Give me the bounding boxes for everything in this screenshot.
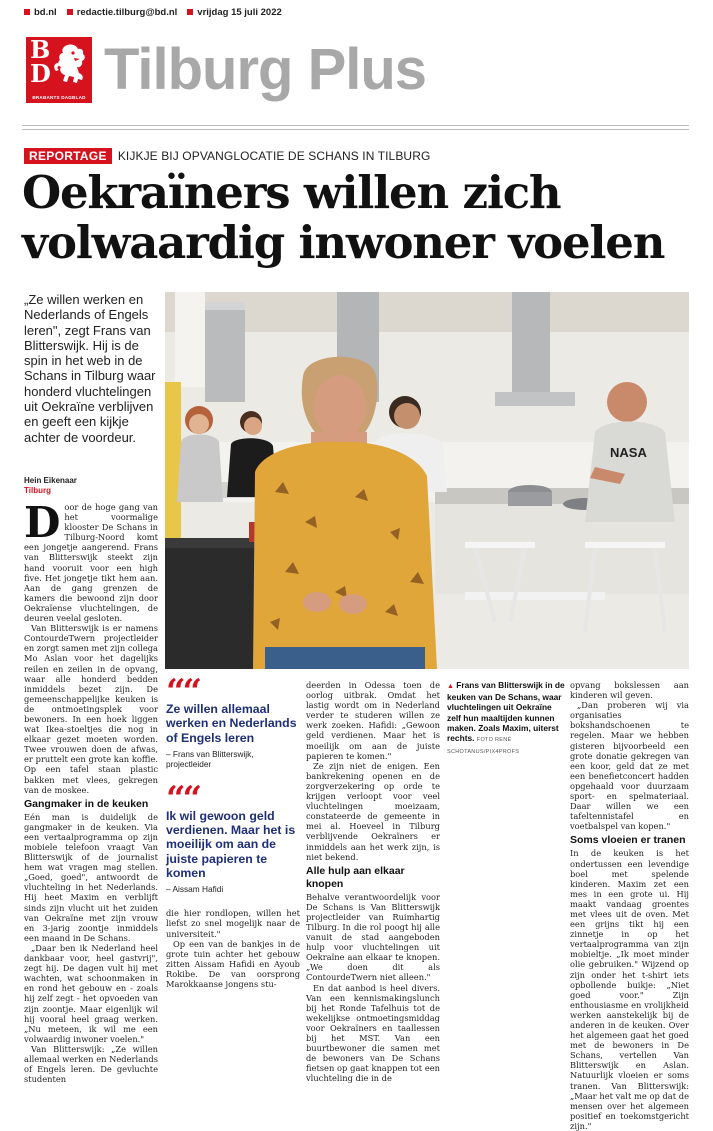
body-paragraph: Behalve verantwoordelijk voor De Schans is Van Blitterswijk projectleider van Ruimhartig Tilburg. In die rol poogt hij alle vanuit de stad aangeboden hulp voor vluchtelingen uit Oekraïne aan elkaar te knopen. „We doen dit als ContourdeTwern niet alleen." — [306, 891, 440, 983]
drop-cap: D — [24, 498, 61, 547]
body-paragraph: die hier rondlopen, willen het liefst zo snel mogelijk naar de universiteit." — [166, 908, 300, 939]
bullet-square-icon — [24, 9, 30, 15]
body-paragraph: In de keuken is het ondertussen een levendige boel met spelende kinderen. Maxim zet een mes in een grote ui. Hij maakt vandaag groentes met vlees uit de oven. Met een grijns tikt hij een zinnetje in op het vertaalprogramma van zijn mobieltje. „Ik moet minder olie gebruiken." Wijzend op zijn onder het t-shirt iets opbollende buikje: „Niet goed voor." Zijn enthousiasme en vrolijkheid werken aanstekelijk bij de anderen in de keuken. Over het algemeen gaat het goed met de bewoners in De Schans, vertellen Van Blitterswijk en Aslan. Natuurlijk vloeien er soms tranen. Van Blitterswijk: „Maar het valt me op dat de mensen over het algemeen positief en toekomstgericht zijn." — [570, 848, 689, 1131]
kicker-text: KIJKJE BIJ OPVANGLOCATIE DE SCHANS IN TILBURG — [117, 149, 431, 163]
caption-text: Frans van Blitterswijk in de keuken van De Schans, waar vluchtelingen uit Oekraïne zelf hun maaltijden kunnen maken. Zoals Maxim, uiterst rechts. — [447, 680, 565, 744]
body-paragraph: Van Blitterswijk: „Ze willen allemaal werken en Nederlands of Engels leren. De gevluchte studenten — [24, 1043, 158, 1085]
pull-quote — [166, 778, 300, 895]
pull-quote — [166, 672, 300, 769]
body-paragraph: Ze zijn niet de enigen. Een bankrekening openen en de zorgverzekering op orde te krijgen verloopt voor veel vluchtelingen moeizaam, constateerde de gemeente in mei al. Hoeveel in Tilburg verblijvende Oekraïners er inmiddels aan het werk zijn, is niet bekend. — [306, 760, 440, 862]
masthead-divider — [22, 129, 689, 130]
quote-mark-icon: ““ — [166, 672, 200, 712]
article-column-1 — [24, 476, 158, 1084]
headline-line: volwaardig inwoner voelen — [22, 216, 665, 269]
quote-mark-icon: ““ — [166, 778, 200, 819]
caption-triangle-icon: ▲ — [447, 683, 454, 690]
article-photo — [165, 292, 689, 669]
author-byline: Hein Eikenaar — [24, 476, 77, 485]
site-link[interactable]: bd.nl — [34, 6, 57, 18]
bullet-square-icon — [67, 9, 73, 15]
logo-subtitle: BRABANTS DAGBLAD — [32, 95, 86, 100]
photo-caption — [447, 680, 565, 757]
top-info-bar — [24, 5, 282, 19]
section-title: Tilburg Plus — [104, 37, 427, 102]
subheading: Soms vloeien er tranen — [570, 834, 686, 847]
article-column-2 — [166, 672, 300, 990]
byline-place: Tilburg — [24, 486, 51, 495]
article-kicker — [24, 148, 430, 164]
article-column-4 — [447, 680, 565, 760]
brabants-dagblad-logo[interactable] — [26, 37, 92, 103]
article-intro: „Ze willen werken en Nederlands of Engels leren", zegt Frans van Blitterswijk. Hij is de spin in het web in de Schans in Tilburg waar honderd vluchtelingen uit Oekraïne verblijven en geeft een kijkje achter de voordeur. — [24, 292, 156, 445]
date-item — [187, 7, 282, 18]
article-column-3 — [306, 680, 440, 1083]
body-paragraph: „Dan proberen wij via organisaties bokshandschoenen te regelen. Maar we hebben gisteren bijvoorbeeld een grote donatie gekregen van een koor, geld dat ze met een benefietconcert hadden opgehaald voor duurzaam sport- en spelmateriaal. Daar willen we een tafeltennistafel en voetbalspel van kopen." — [570, 700, 689, 832]
subheading: Alle hulp aan elkaar knopen — [306, 864, 405, 890]
body-paragraph: oor de hoge gang van het voormalige klooster De Schans in Tilburg-Noord komt een jongetje aangerend. Frans van Blitterswijk steekt zijn hand vooruit voor een high five. Het jongetje tikt hem aan. Aan de gang grenzen de kamers die bewoond zijn door Oekraïense vluchtelingen, de deuren veelal gesloten. — [24, 502, 158, 624]
pull-quote-attribution: – Aissam Hafidi — [166, 884, 224, 895]
body-paragraph: Op een van de bankjes in de grote tuin achter het gebouw zitten Aissam Hafidi en Ayoub Rokibe. De van oorsprong Marokkaanse jongens stu- — [166, 938, 300, 990]
logo-letter-d: D — [30, 59, 51, 88]
masthead-divider — [22, 125, 689, 126]
kitchen-photo — [165, 292, 689, 669]
body-paragraph: Eén man is duidelijk de gangmaker in de keuken. Via een vertaalprogramma op zijn mobiele telefoon vraagt Van Blitterswijk of de journalist hem wat vragen mag stellen. „Goed, goed", antwoordt de vluchteling in het Nederlands. Hij heet Maxim en verblijft sinds zijn vlucht uit het zuiden van Oekraïne met zijn vrouw en 3-jarig zoontje inmiddels een maand in De Schans. — [24, 811, 158, 943]
body-paragraph: „Daar ben ik Nederland heel dankbaar voor, heel gastvrij", zegt hij. De dagen vult hij met wachten, wat schoonmaken in en rond het gebouw en - zoals hij zelf zegt - het opvoeden van zijn zoontje. Maar eigenlijk wil hij vooral heel graag werken. „Nu meteen, ik wil me een volwaardig inwoner voelen." — [24, 942, 158, 1044]
pull-quote-text: Ze willen allemaal werken en Nederlands of Engels leren — [166, 702, 297, 745]
headline-line: Oekraïners willen zich — [22, 166, 561, 219]
site-item[interactable] — [24, 7, 57, 18]
issue-date: vrijdag 15 juli 2022 — [197, 6, 282, 18]
body-paragraph: deerden in Odessa toen de oorlog uitbrak. Omdat het lastig wordt om in Nederland verder te studeren willen ze werk zoeken. Hafidi: „Gewoon geld verdienen. Maar het is moeilijk om aan de juiste papieren te komen." — [306, 680, 440, 761]
bullet-square-icon — [187, 9, 193, 15]
email-link[interactable]: redactie.tilburg@bd.nl — [76, 6, 178, 18]
email-item[interactable] — [67, 7, 178, 18]
article-headline — [22, 168, 692, 268]
subheading: Gangmaker in de keuken — [24, 797, 149, 810]
body-paragraph: Van Blitterswijk is er namens ContourdeTwern projectleider en zorgt samen met zijn collega Mo Aslan voor het dagelijks reilen en zeilen in de opvang, waar alle honderd bedden inmiddels bezet zijn. De gemeenschappelijke keuken is de ontmoetingsplek voor bewoners. In een hoek liggen wat Ikea-stoeltjes die nog in elkaar gezet moeten worden. Twee vrouwen doen de afwas, er pruttelt een grote kan koffie. Op een tafel staan plastic bakken met vlees, gekregen van de moskee. — [24, 623, 158, 795]
body-paragraph: En dat aanbod is heel divers. Van een kennismakingslunch bij het Ronde Tafelhuis tot de wekelijkse ontmoetingsmiddag voor Oekraïners en taallessen bij het MST. Van een buurtbewoner die samen met de bewoners van De Schans fietsen op gaat knappen tot een vluchteling die in de — [306, 982, 440, 1084]
tshirt-text: NASA — [610, 445, 647, 460]
lion-icon — [50, 41, 90, 91]
photo-credit: FOTO RENÉ SCHOTANUS/PIX4PROFS — [447, 737, 520, 756]
logo-letter-b: B — [30, 35, 51, 64]
pull-quote-text: Ik wil gewoon geld verdienen. Maar het is moeilijk om aan de juiste papieren te komen — [166, 808, 296, 881]
body-paragraph: opvang bokslessen aan kinderen wil geven. — [570, 680, 689, 701]
category-badge: REPORTAGE — [24, 148, 112, 164]
article-column-5 — [570, 680, 689, 1131]
logo-letters — [30, 35, 51, 88]
pull-quote-attribution: – Frans van Blitterswijk, projectleider — [166, 748, 254, 769]
